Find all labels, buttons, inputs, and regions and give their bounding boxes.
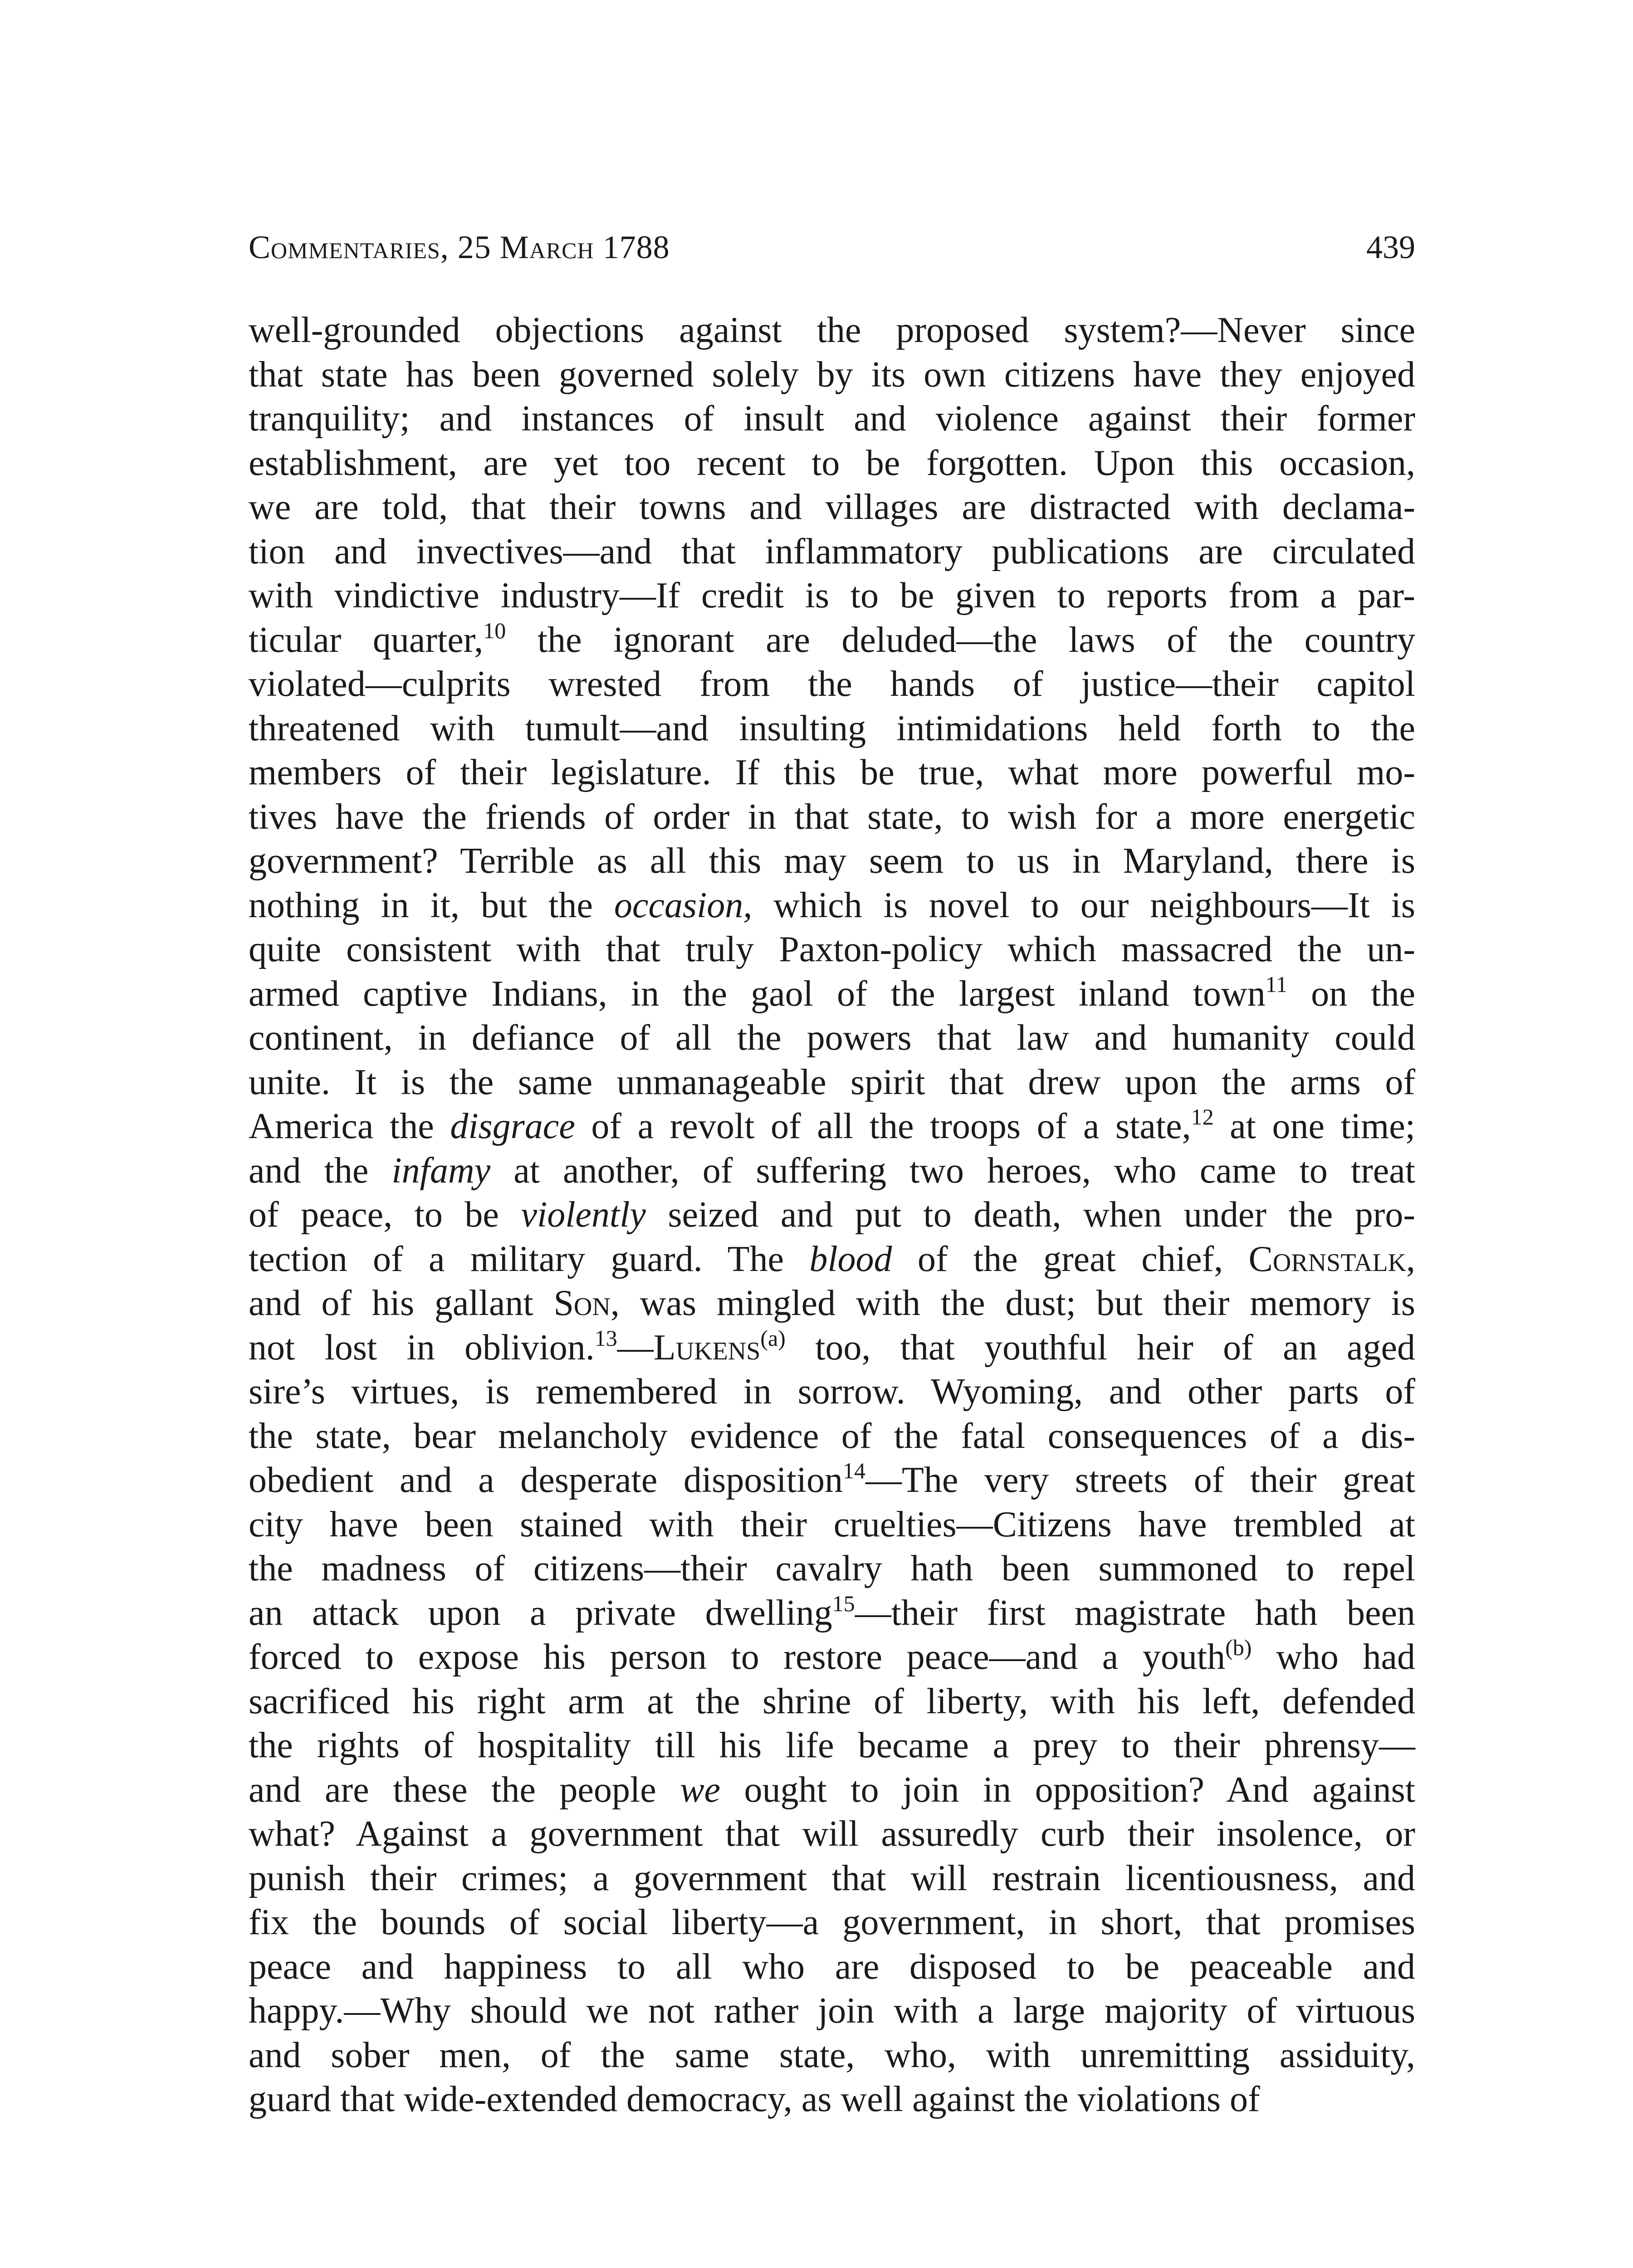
text-segment: and the xyxy=(249,1150,392,1191)
text-line xyxy=(249,972,1415,1017)
small-caps-text: Cornstalk, xyxy=(1248,1239,1416,1279)
text-line xyxy=(249,884,1415,928)
text-line xyxy=(249,707,1415,751)
text-line xyxy=(249,751,1415,795)
text-segment: America the xyxy=(249,1106,450,1146)
text-segment: obedient and a desperate disposition xyxy=(249,1460,843,1500)
italic-text: blood xyxy=(809,1239,892,1279)
text-segment: quite consistent with that truly Paxton-policy which massacred the un- xyxy=(249,929,1415,969)
text-line xyxy=(249,530,1415,574)
text-segment: seized and put to death, when under the pro- xyxy=(645,1195,1416,1235)
text-line xyxy=(249,485,1415,530)
text-segment: at one time; xyxy=(1213,1106,1416,1146)
text-segment: establishment, are yet too recent to be forgotten. Upon this occasion, xyxy=(249,443,1415,483)
text-line xyxy=(249,1901,1415,1945)
text-line xyxy=(249,1237,1415,1282)
running-head-title: Commentaries, 25 March 1788 xyxy=(249,229,670,265)
text-line xyxy=(249,662,1415,707)
italic-text: occasion, xyxy=(614,885,753,925)
text-line xyxy=(249,1635,1415,1680)
text-segment: ought to join in opposition? And against xyxy=(720,1769,1415,1810)
text-segment: happy.—Why should we not rather join with a large majority of virtuous xyxy=(249,1991,1415,2031)
text-segment: unite. It is the same unmanageable spirit that drew upon the arms of xyxy=(249,1062,1415,1102)
footnote-ref: 10 xyxy=(483,617,506,643)
text-segment: tranquility; and instances of insult and violence against their former xyxy=(249,399,1415,439)
text-line xyxy=(249,397,1415,441)
text-line xyxy=(249,2033,1415,2078)
text-segment: tion and invectives—and that inflammatory publications are circulated xyxy=(249,531,1415,572)
text-line xyxy=(249,308,1415,353)
text-segment: too, that youthful heir of an aged xyxy=(785,1327,1416,1368)
body-text xyxy=(249,308,1415,2122)
text-line xyxy=(249,1989,1415,2033)
text-segment: the ignorant are deluded—the laws of the country xyxy=(506,620,1416,660)
text-line xyxy=(249,1193,1415,1237)
page-number: 439 xyxy=(1366,229,1415,265)
text-line xyxy=(249,1016,1415,1061)
text-segment: and sober men, of the same state, who, with unremitting assiduity, xyxy=(249,2035,1415,2075)
text-segment: members of their legislature. If this be true, what more powerful mo- xyxy=(249,753,1415,792)
text-segment: nothing in it, but the xyxy=(249,885,614,925)
small-caps-text: Son, xyxy=(553,1283,620,1323)
text-segment: tection of a military guard. The xyxy=(249,1239,810,1279)
footnote-ref: (a) xyxy=(760,1325,786,1351)
text-segment: threatened with tumult—and insulting intimidations held forth to the xyxy=(249,708,1415,748)
text-line xyxy=(249,2077,1415,2122)
text-segment: fix the bounds of social liberty—a government, in short, that promises xyxy=(249,1902,1415,1942)
text-segment: of a revolt of all the troops of a state, xyxy=(575,1106,1191,1146)
text-line xyxy=(249,1061,1415,1105)
running-head xyxy=(249,222,1415,272)
italic-text: we xyxy=(680,1769,720,1810)
text-line xyxy=(249,1680,1415,1724)
text-segment: we are told, that their towns and villages are distracted with declama- xyxy=(249,487,1415,527)
text-segment: at another, of suffering two heroes, who came to treat xyxy=(490,1150,1415,1191)
text-segment: ticular quarter, xyxy=(249,620,484,660)
text-segment: that state has been governed solely by its own citizens have they enjoyed xyxy=(249,354,1415,395)
footnote-ref: (b) xyxy=(1225,1635,1252,1660)
text-segment: —their first magistrate hath been xyxy=(855,1593,1416,1633)
text-segment: city have been stained with their cruelties—Citizens have trembled at xyxy=(249,1504,1415,1545)
text-segment: tives have the friends of order in that state, to wish for a more energetic xyxy=(249,797,1415,837)
text-segment: an attack upon a private dwelling xyxy=(249,1593,832,1633)
text-line xyxy=(249,839,1415,884)
text-segment: and are these the people xyxy=(249,1769,680,1810)
text-segment: which is novel to our neighbours—It is xyxy=(752,885,1416,925)
text-segment: violated—culprits wrested from the hands of justice—their capitol xyxy=(249,664,1415,704)
text-segment: the madness of citizens—their cavalry hath been summoned to repel xyxy=(249,1549,1415,1589)
text-segment: who had xyxy=(1252,1637,1416,1677)
text-line xyxy=(249,618,1415,663)
text-line xyxy=(249,574,1415,618)
footnote-ref: 12 xyxy=(1191,1104,1214,1129)
text-line xyxy=(249,1857,1415,1901)
footnote-ref: 11 xyxy=(1265,971,1287,997)
text-segment: armed captive Indians, in the gaol of the largest inland town xyxy=(249,973,1266,1014)
italic-text: violently xyxy=(521,1195,646,1235)
text-segment: was mingled with the dust; but their memory is xyxy=(619,1283,1416,1323)
text-segment: of peace, to be xyxy=(249,1195,521,1235)
text-segment: the rights of hospitality till his life became a prey to their phrensy— xyxy=(249,1725,1415,1765)
text-line xyxy=(249,353,1415,397)
text-segment: government? Terrible as all this may seem to us in Maryland, there is xyxy=(249,841,1415,881)
text-segment: not lost in oblivion. xyxy=(249,1327,595,1368)
text-segment: forced to expose his person to restore peace—and a youth xyxy=(249,1637,1226,1677)
text-segment: well-grounded objections against the proposed system?—Never since xyxy=(249,310,1415,350)
text-line xyxy=(249,1945,1415,1989)
footnote-ref: 14 xyxy=(843,1458,866,1483)
text-segment: of the great chief, xyxy=(892,1239,1249,1279)
small-caps-text: Lukens xyxy=(653,1327,761,1368)
text-line xyxy=(249,1149,1415,1193)
text-segment: sire’s virtues, is remembered in sorrow. Wyoming, and other parts of xyxy=(249,1372,1415,1412)
text-segment: continent, in defiance of all the powers that law and humanity could xyxy=(249,1018,1415,1058)
text-segment: on the xyxy=(1287,973,1416,1014)
text-segment: with vindictive industry—If credit is to be given to reports from a par- xyxy=(249,576,1415,616)
text-line xyxy=(249,1458,1415,1503)
text-line xyxy=(249,1812,1415,1857)
text-segment: — xyxy=(617,1327,654,1368)
text-segment: what? Against a government that will assuredly curb their insolence, or xyxy=(249,1814,1415,1854)
text-line xyxy=(249,1724,1415,1768)
text-segment: sacrificed his right arm at the shrine of liberty, with his left, defended xyxy=(249,1681,1415,1721)
text-line xyxy=(249,1768,1415,1813)
text-line xyxy=(249,1281,1415,1326)
footnote-ref: 15 xyxy=(832,1590,855,1616)
text-line xyxy=(249,1105,1415,1149)
text-line xyxy=(249,1370,1415,1414)
text-line xyxy=(249,1547,1415,1591)
text-line xyxy=(249,1503,1415,1547)
text-segment: punish their crimes; a government that will restrain licentiousness, and xyxy=(249,1858,1415,1898)
text-line xyxy=(249,441,1415,486)
text-line xyxy=(249,1591,1415,1636)
italic-text: infamy xyxy=(391,1150,491,1191)
text-segment: —The very streets of their great xyxy=(865,1460,1416,1500)
text-line xyxy=(249,795,1415,840)
text-segment: guard that wide-extended democracy, as well against the violations of xyxy=(249,2079,1260,2119)
text-line xyxy=(249,928,1415,972)
text-segment: the state, bear melancholy evidence of the fatal consequences of a dis- xyxy=(249,1416,1415,1456)
italic-text: disgrace xyxy=(450,1106,575,1146)
text-line xyxy=(249,1414,1415,1459)
text-segment: and of his gallant xyxy=(249,1283,554,1323)
footnote-ref: 13 xyxy=(594,1325,617,1351)
text-segment: peace and happiness to all who are disposed to be peaceable and xyxy=(249,1946,1415,1987)
text-line xyxy=(249,1326,1415,1370)
